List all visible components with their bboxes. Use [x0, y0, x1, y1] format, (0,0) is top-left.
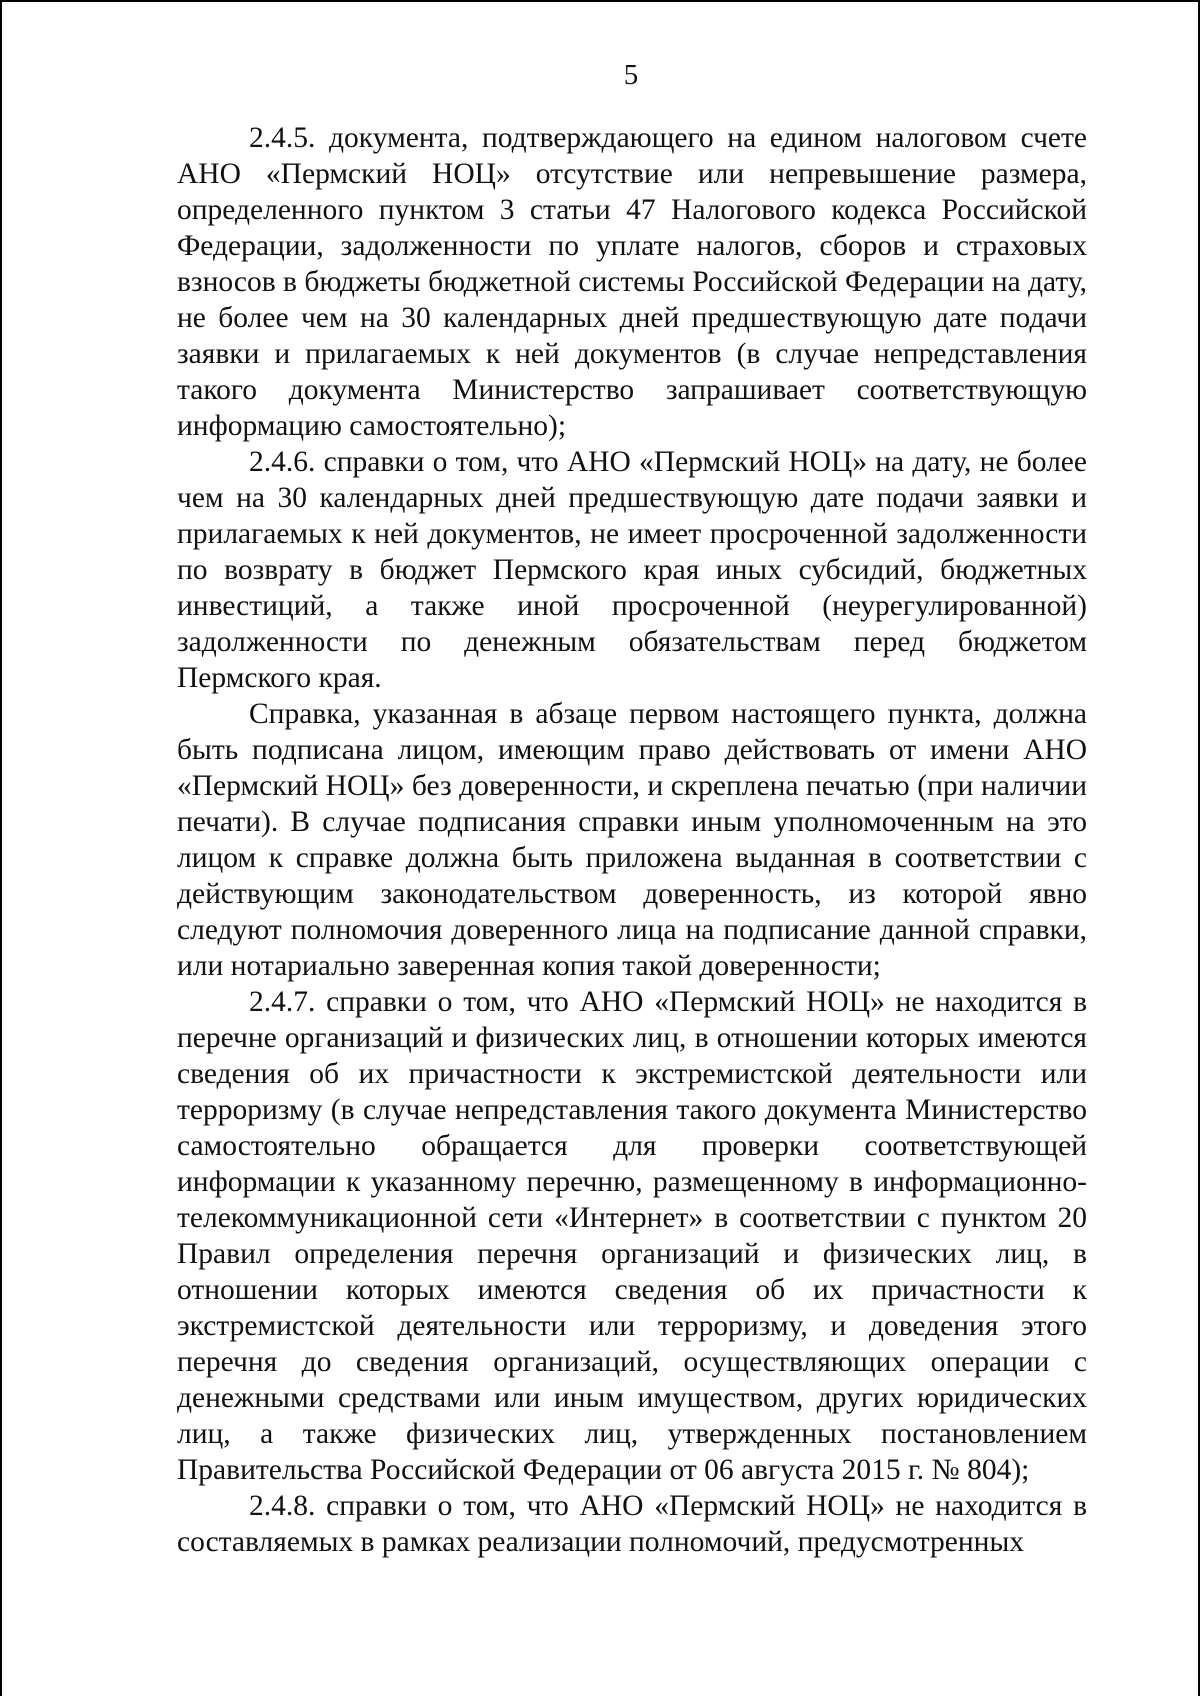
- paragraph-2-4-5: 2.4.5. документа, подтверждающего на едином налоговом счете АНО «Пермский НОЦ» отсутствие или непревышение размера, определенного пунктом 3 статьи 47 Налогового кодекса Российской Федерации, задолженности по уплате налогов, сборов и страховых взносов в бюджеты бюджетной системы Российской Федерации на дату, не более чем на 30 календарных дней предшествующую дате подачи заявки и прилагаемых к ней документов (в случае непредставления такого документа Министерство запрашивает соответствующую информацию самостоятельно);: [177, 122, 1087, 442]
- document-body: [177, 120, 1087, 1560]
- paragraph-certificate-signing: Справка, указанная в абзаце первом настоящего пункта, должна быть подписана лицом, имеющим право действовать от имени АНО «Пермский НОЦ» без доверенности, и скреплена печатью (при наличии печати). В случае подписания справки иным уполномоченным на это лицом к справке должна быть приложена выданная в соответствии с действующим законодательством доверенность, из которой явно следуют полномочия доверенного лица на подписание данной справки, или нотариально заверенная копия такой доверенности;: [177, 698, 1087, 982]
- paragraph-2-4-8: 2.4.8. справки о том, что АНО «Пермский НОЦ» не находится в составляемых в рамках реализации полномочий, предусмотренных: [177, 1490, 1087, 1558]
- paragraph-2-4-7: 2.4.7. справки о том, что АНО «Пермский НОЦ» не находится в перечне организаций и физических лиц, в отношении которых имеются сведения об их причастности к экстремистской деятельности или терроризму (в случае непредставления такого документа Министерство самостоятельно обращается для проверки соответствующей информации к указанному перечню, размещенному в информационно-телекоммуникационной сети «Интернет» в соответствии с пунктом 20 Правил определения перечня организаций и физических лиц, в отношении которых имеются сведения об их причастности к экстремистской деятельности или терроризму, и доведения этого перечня до сведения организаций, осуществляющих операции с денежными средствами или иным имуществом, других юридических лиц, а также физических лиц, утвержденных постановлением Правительства Российской Федерации от 06 августа 2015 г. № 804);: [177, 986, 1087, 1486]
- page-number: 5: [623, 59, 639, 91]
- paragraph-2-4-6: 2.4.6. справки о том, что АНО «Пермский НОЦ» на дату, не более чем на 30 календарных дней предшествующую дате подачи заявки и прилагаемых к ней документов, не имеет просроченной задолженности по возврату в бюджет Пермского края иных субсидий, бюджетных инвестиций, а также иной просроченной (неурегулированной) задолженности по денежным обязательствам перед бюджетом Пермского края.: [177, 446, 1087, 694]
